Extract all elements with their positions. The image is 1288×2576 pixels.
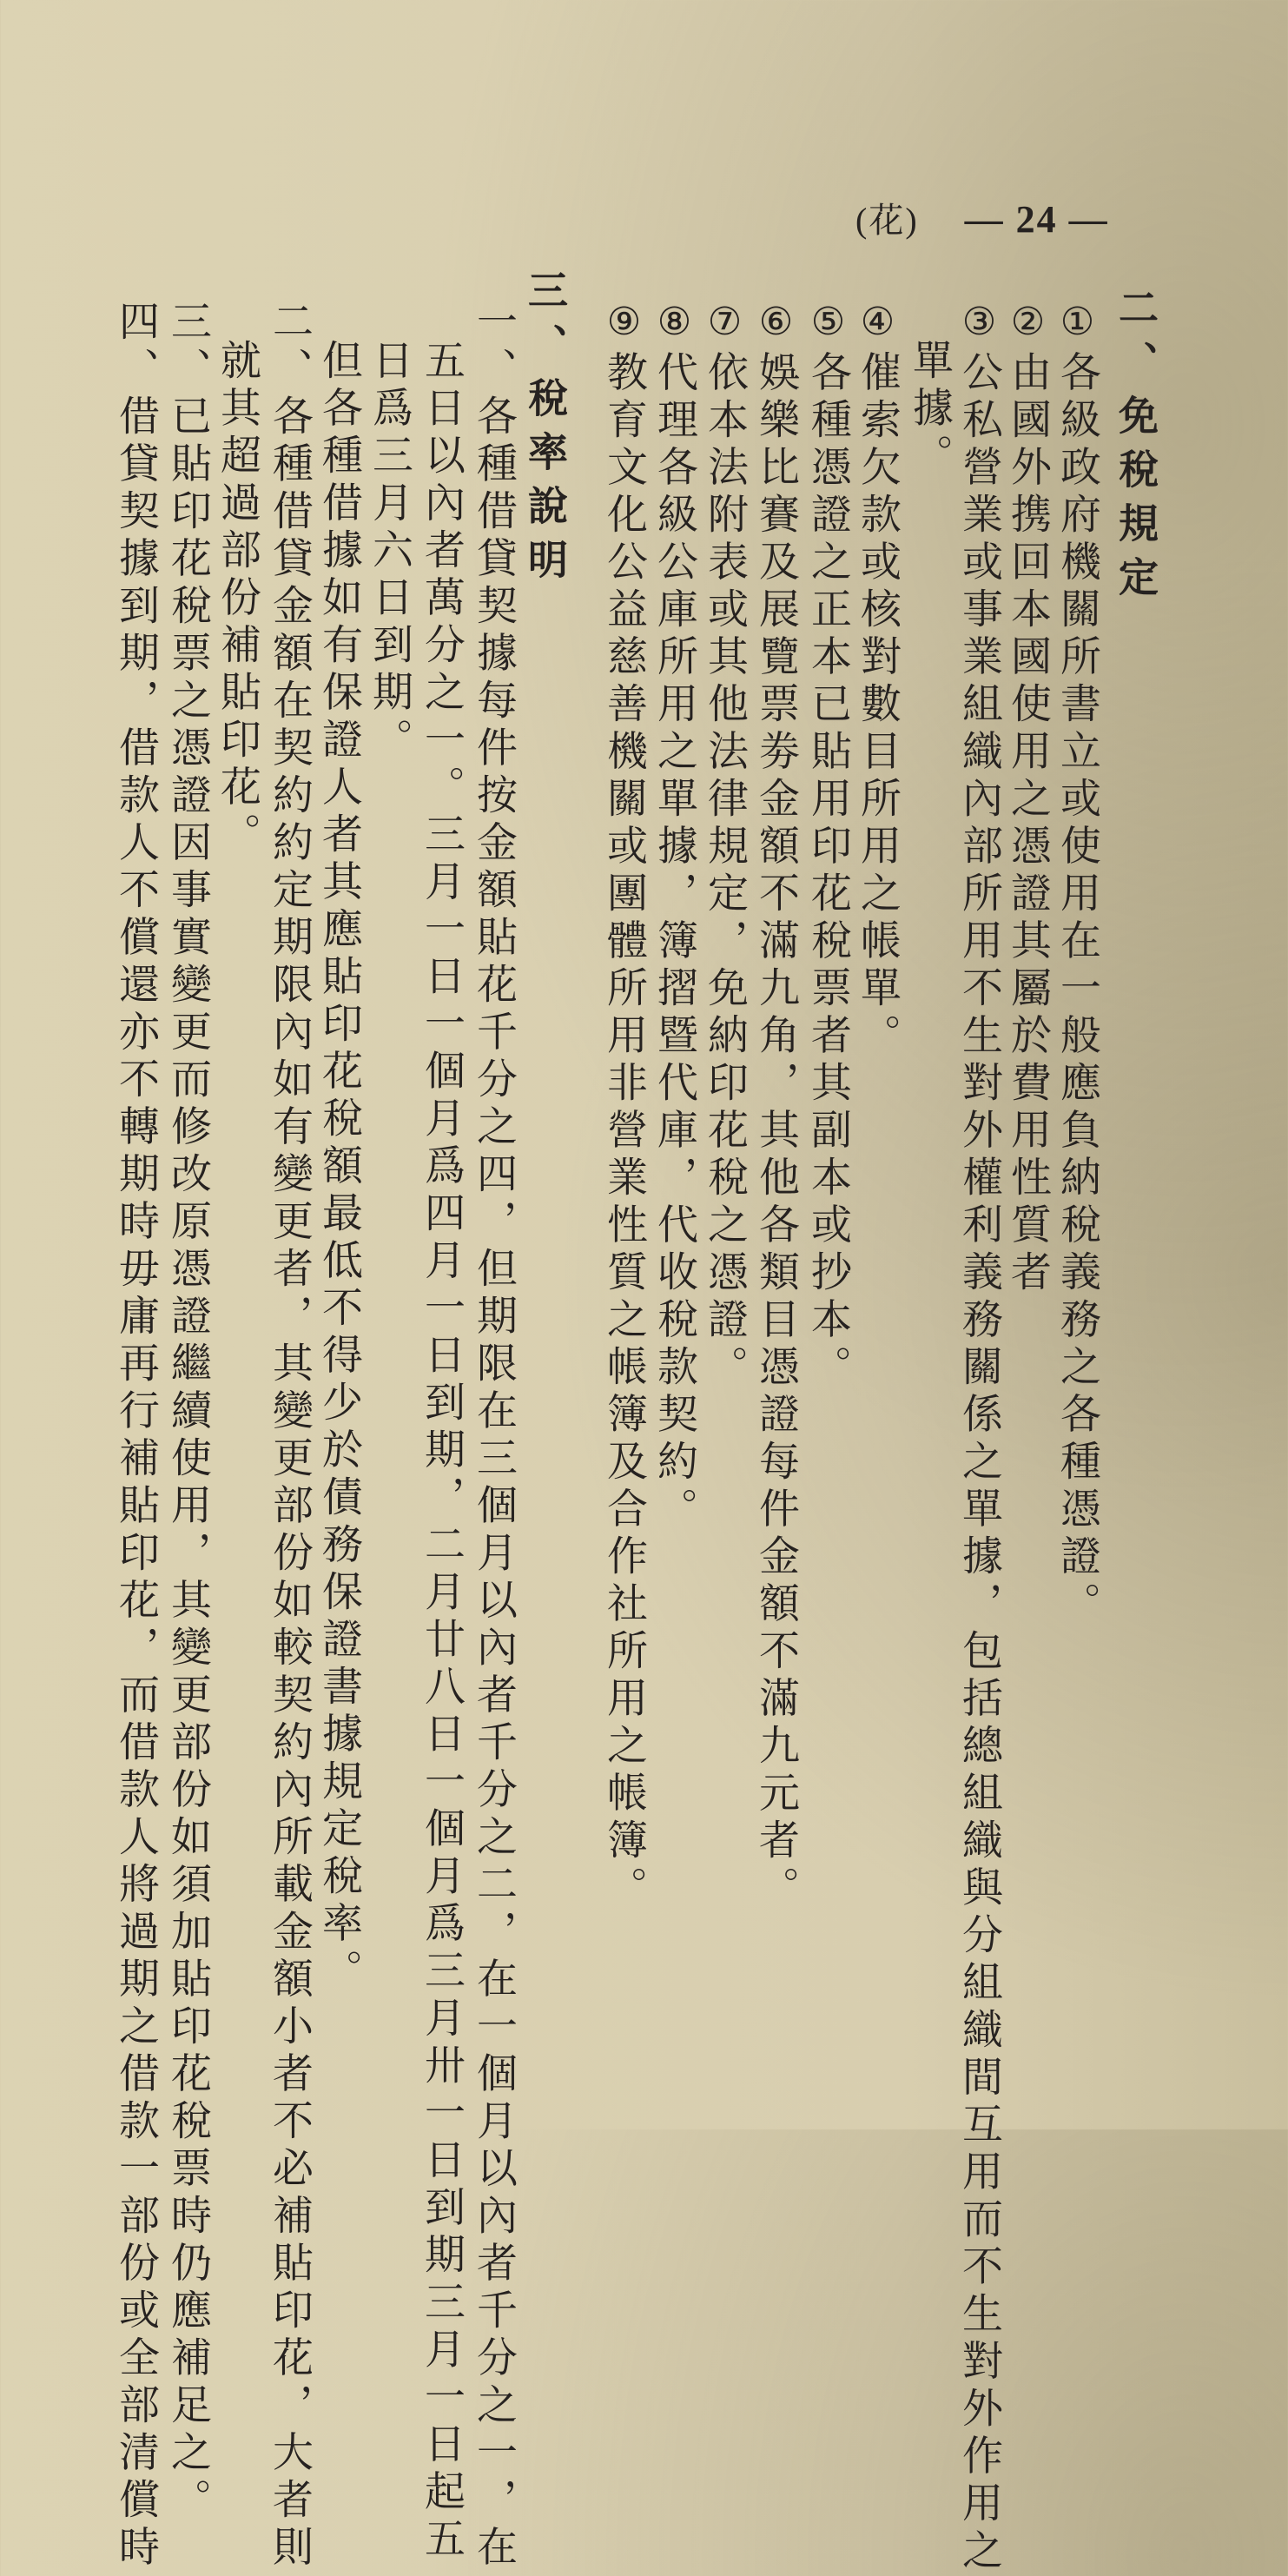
tax-rate-item-4: [111, 300, 160, 2573]
exemption-item-3-continuation: 單據。: [905, 339, 954, 481]
exemption-item-6: [751, 300, 800, 1913]
exemption-item-7: [700, 300, 749, 1393]
item-number: ⑦: [703, 300, 747, 351]
exemption-item-5: [803, 300, 852, 1393]
item-text: 教育文化公益慈善機關或團體所用非營業性質之帳簿及合作社所用之帳簿。: [600, 351, 648, 1914]
item-text: 借貸契據到期，借款人不償還亦不轉期時毋庸再行補貼印花，而借款人將過期之借款一部份或全部清償時: [112, 394, 160, 2573]
item-number: ①: [1055, 300, 1100, 351]
section-3-heading: 三、稅率說明: [521, 269, 570, 593]
item-number: ②: [1006, 300, 1050, 351]
item-number: ⑤: [806, 300, 850, 351]
tax-rate-item-1: [469, 300, 518, 2573]
section-marker: (花): [855, 201, 919, 240]
item-number: ④: [855, 300, 900, 351]
tax-rate-item-2: [265, 300, 314, 2573]
exemption-item-3: [954, 300, 1003, 2576]
item-text: 依本法附表或其他法律規定，免納印花稅之憑證。: [701, 351, 749, 1393]
tax-rate-item-1-line-3: 日爲三月六日到期。: [365, 339, 413, 765]
item-text: 已貼印花稅票之憑證因事實變更而修改原憑證繼續使用，其變更部份如須加貼印花稅票時仍應補足之。: [164, 394, 212, 2526]
item-text: 各種借貸金額在契約約定期限內如有變更者，其變更部份如較契約內所載金額小者不必補貼印花，大者則: [266, 394, 314, 2573]
item-number: ⑥: [754, 300, 798, 351]
tax-rate-item-1-proviso: 但各種借據如有保證人者其應貼印花稅額最低不得少於債務保證書據規定稅率。: [314, 339, 363, 1997]
tax-rate-item-2-line-2: 就其超過部份補貼印花。: [213, 339, 261, 860]
item-number: ⑧: [652, 300, 697, 351]
item-text: 由國外携回本國使用之憑證其屬於費用性質者: [1004, 351, 1052, 1298]
exemption-item-8: [650, 300, 698, 1534]
item-text: 各種借貸契據每件按金額貼花千分之四，但期限在三個月以內者千分之二，在一個月以內者千分之一，在: [470, 394, 518, 2573]
section-2-heading: 二、免稅規定: [1112, 287, 1160, 610]
exemption-item-9: [599, 300, 648, 1913]
item-number: 一、: [470, 300, 518, 394]
tax-rate-item-3: [163, 300, 212, 2526]
page-header: [855, 193, 1109, 242]
item-text: 催索欠款或核對數目所用之帳單。: [854, 351, 902, 1062]
exemption-item-1: [1053, 300, 1101, 1629]
tax-rate-item-1-line-2: 五日以內者萬分之一。三月一日一個月爲四月一日到期，二月廿八日一個月爲三月卅一日到期三月一日起五: [417, 339, 466, 2565]
item-text: 各級政府機關所書立或使用在一般應負納稅義務之各種憑證。: [1054, 351, 1101, 1630]
item-number: ⑨: [602, 300, 646, 351]
item-text: 公私營業或事業組織內部所用不生對外權利義務關係之單據，包括總組織與分組織間互用而不生對外作用之: [955, 351, 1003, 2576]
exemption-item-2: [1003, 300, 1052, 1298]
item-number: 四、: [112, 300, 160, 394]
page-number: — 24 —: [965, 198, 1109, 241]
item-number: 三、: [164, 300, 212, 394]
item-text: 各種憑證之正本已貼用印花稅票者其副本或抄本。: [804, 351, 852, 1393]
item-number: ③: [957, 300, 1001, 351]
item-number: 二、: [266, 300, 314, 394]
item-text: 娛樂比賽及展覽票劵金額不滿九角，其他各類目憑證每件金額不滿九元者。: [752, 351, 800, 1914]
item-text: 代理各級公庫所用之單據，簿摺暨代庫，代收稅款契約。: [651, 351, 698, 1535]
exemption-item-4: [853, 300, 902, 1061]
